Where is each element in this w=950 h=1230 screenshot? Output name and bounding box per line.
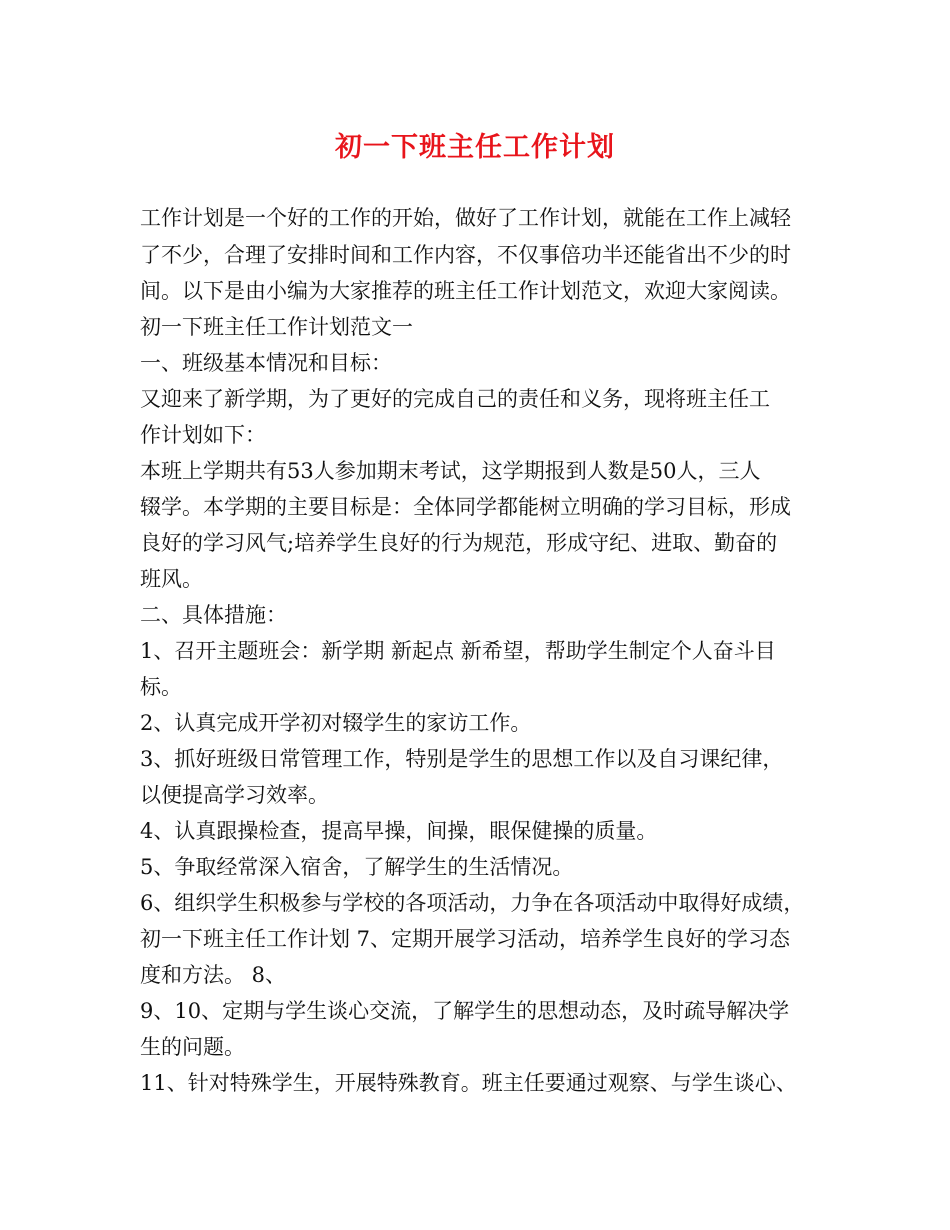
body-line: 本班上学期共有53人参加期末考试，这学期报到人数是50人，三人: [140, 459, 761, 483]
list-item: 5、争取经常深入宿舍，了解学生的生活情况。: [140, 855, 574, 879]
list-item: 1、召开主题班会：新学期 新起点 新希望，帮助学生制定个人奋斗目: [140, 639, 776, 663]
section-heading: 一、班级基本情况和目标：: [140, 351, 392, 375]
list-item: 生的问题。: [140, 1035, 245, 1059]
list-item: 9、10、定期与学生谈心交流，了解学生的思想动态，及时疏导解决学: [140, 999, 790, 1023]
section-heading: 初一下班主任工作计划范文一: [140, 315, 413, 339]
section-heading: 二、具体措施：: [140, 603, 287, 627]
list-item: 初一下班主任工作计划 7、定期开展学习活动，培养学生良好的学习态: [140, 927, 791, 951]
body-line: 了不少，合理了安排时间和工作内容，不仅事倍功半还能省出不少的时: [140, 243, 791, 267]
list-item: 以便提高学习效率。: [140, 783, 329, 807]
list-item: 3、抓好班级日常管理工作，特别是学生的思想工作以及自习课纪律，: [140, 747, 784, 771]
list-item: 4、认真跟操检查，提高早操，间操，眼保健操的质量。: [140, 819, 658, 843]
body-line: 辍学。本学期的主要目标是：全体同学都能树立明确的学习目标，形成: [140, 495, 791, 519]
list-item: 6、组织学生积极参与学校的各项活动，力争在各项活动中取得好成绩，: [140, 891, 805, 915]
document-title: 初一下班主任工作计划: [335, 132, 615, 163]
body-line: 又迎来了新学期，为了更好的完成自己的责任和义务，现将班主任工: [140, 387, 770, 411]
list-item: 标。: [140, 675, 182, 699]
list-item: 2、认真完成开学初对辍学生的家访工作。: [140, 711, 532, 735]
list-item: 度和方法。 8、: [140, 963, 287, 987]
body-line: 工作计划是一个好的工作的开始，做好了工作计划，就能在工作上减轻: [140, 206, 791, 230]
body-line: 间。以下是由小编为大家推荐的班主任工作计划范文，欢迎大家阅读。: [140, 279, 791, 303]
body-line: 良好的学习风气;培养学生良好的行为规范，形成守纪、进取、勤奋的: [140, 531, 778, 555]
list-item: 11、针对特殊学生，开展特殊教育。班主任要通过观察、与学生谈心、: [140, 1071, 797, 1095]
body-line: 作计划如下：: [140, 423, 266, 447]
body-line: 班风。: [140, 567, 203, 591]
